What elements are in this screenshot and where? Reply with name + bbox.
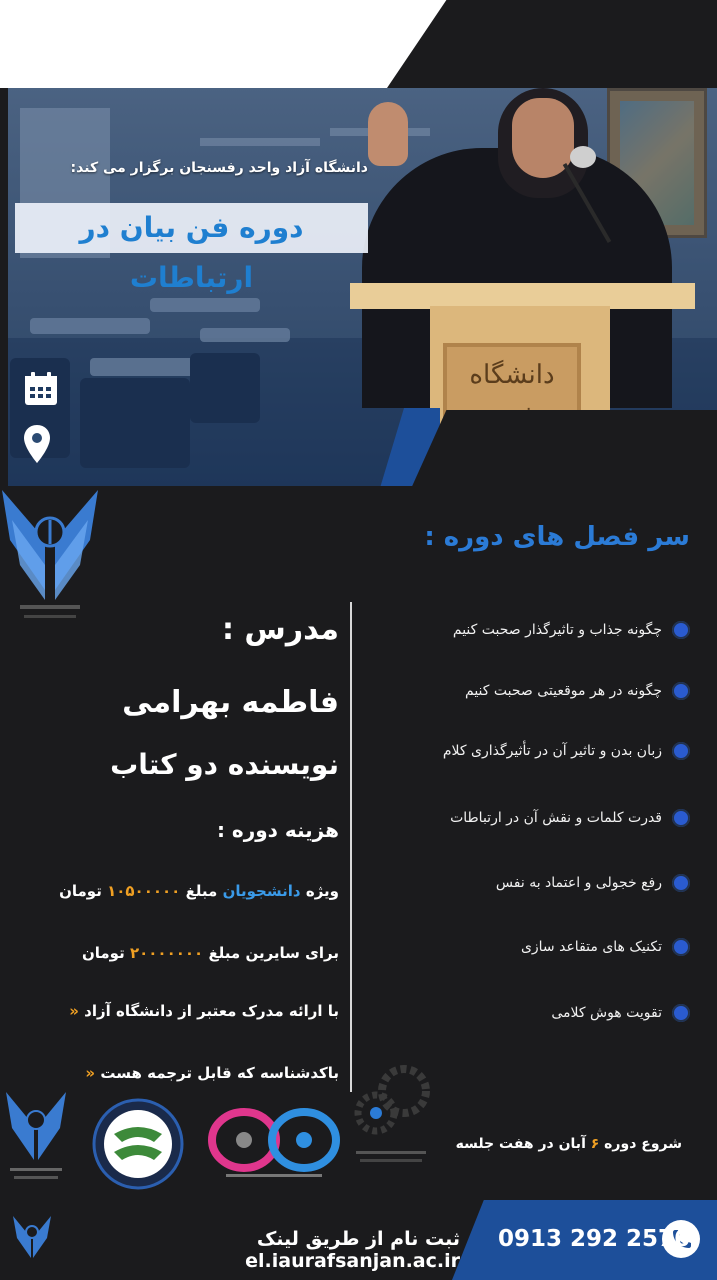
topic-label: رفع خجولی و اعتماد به نفس <box>495 875 662 891</box>
topic-label: چگونه جذاب و تاثیرگذار صحبت کنیم <box>452 622 662 638</box>
start-day: ۶ <box>590 1136 600 1152</box>
list-item <box>370 615 690 645</box>
fee-others-unit: تومان <box>81 944 125 962</box>
list-item <box>370 736 690 766</box>
bullet-dot <box>672 1004 690 1022</box>
topic-label: تقویت هوش کلامی <box>551 1005 662 1021</box>
fee-students-word: دانشجویان <box>222 882 301 900</box>
fee-students <box>9 882 339 900</box>
topic-label: زبان بدن و تاثیر آن در تأثیرگذاری کلام <box>442 743 662 759</box>
registration-link[interactable]: el.iaurafsanjan.ac.ir <box>245 1250 460 1272</box>
fee-students-amount: ۱۰۵۰۰۰۰۰ <box>107 882 181 900</box>
industry-relations-office-logo <box>206 1104 342 1184</box>
fee-label: هزینه دوره : <box>216 818 339 842</box>
topic-label: قدرت کلمات و نقش آن در ارتباطات <box>450 810 662 826</box>
fee-others-prefix: برای سایرین مبلغ <box>208 944 339 962</box>
list-item <box>370 868 690 898</box>
instructor-label: مدرس : <box>221 612 339 647</box>
bullet-dot <box>672 809 690 827</box>
list-item <box>370 803 690 833</box>
registration-text: ثبت نام از طریق لینک <box>256 1228 460 1250</box>
azad-university-small-logo <box>4 1088 68 1188</box>
bullet-dot <box>672 938 690 956</box>
podium-text: دانشگاه <box>469 360 555 390</box>
topic-label: چگونه در هر موقعیتی صحبت کنیم <box>465 683 662 699</box>
gears-logo <box>346 1055 436 1175</box>
left-edge-strip <box>0 88 8 486</box>
phone-number[interactable]: 0913 292 2576 <box>498 1226 691 1252</box>
chevrons-icon: « <box>69 1002 79 1020</box>
instructor-name: فاطمه بهرامی <box>122 685 339 720</box>
list-item <box>370 676 690 706</box>
certificate-note <box>9 1002 339 1020</box>
azad-university-footer-logo <box>12 1214 52 1260</box>
syllabus-title: سر فصل های دوره : <box>424 522 690 552</box>
speaker-hand <box>368 102 408 166</box>
fee-others <box>9 944 339 962</box>
course-title: دوره فن بیان در ارتباطات <box>79 211 304 294</box>
bullet-dot <box>672 874 690 892</box>
hero-photo <box>0 88 717 486</box>
bullet-dot <box>672 621 690 639</box>
organizer-line: دانشگاه آزاد واحد رفسنجان برگزار می کند: <box>70 160 368 176</box>
list-item <box>370 998 690 1028</box>
microphone-icon <box>570 146 596 168</box>
bullet-dot <box>672 682 690 700</box>
fee-others-amount: ۲۰۰۰۰۰۰۰ <box>129 944 204 962</box>
start-date <box>420 1136 682 1152</box>
fee-students-unit: تومان <box>59 882 102 900</box>
column-divider <box>350 602 352 1092</box>
registration-line[interactable] <box>60 1228 460 1272</box>
location-pin-icon <box>22 424 52 464</box>
translation-note-text: باکدشناسه که قابل ترجمه هست <box>100 1064 339 1082</box>
list-item <box>370 932 690 962</box>
calendar-icon <box>22 370 60 408</box>
fee-students-prefix: ویژه <box>305 882 339 900</box>
start-prefix: شروع دوره <box>604 1136 682 1152</box>
bullet-dot <box>672 742 690 760</box>
topic-label: تکنیک های متقاعد سازی <box>520 939 662 955</box>
chevrons-icon: « <box>85 1064 96 1082</box>
green-wave-logo <box>92 1098 184 1190</box>
certificate-note-text: با ارائه مدرک معتبر از دانشگاه آزاد <box>84 1002 339 1020</box>
fee-students-mid: مبلغ <box>185 882 218 900</box>
instructor-bio: نویسنده دو کتاب <box>110 748 339 781</box>
partner-logos <box>0 1080 440 1200</box>
start-suffix: آبان در هفت جلسه <box>455 1136 586 1152</box>
